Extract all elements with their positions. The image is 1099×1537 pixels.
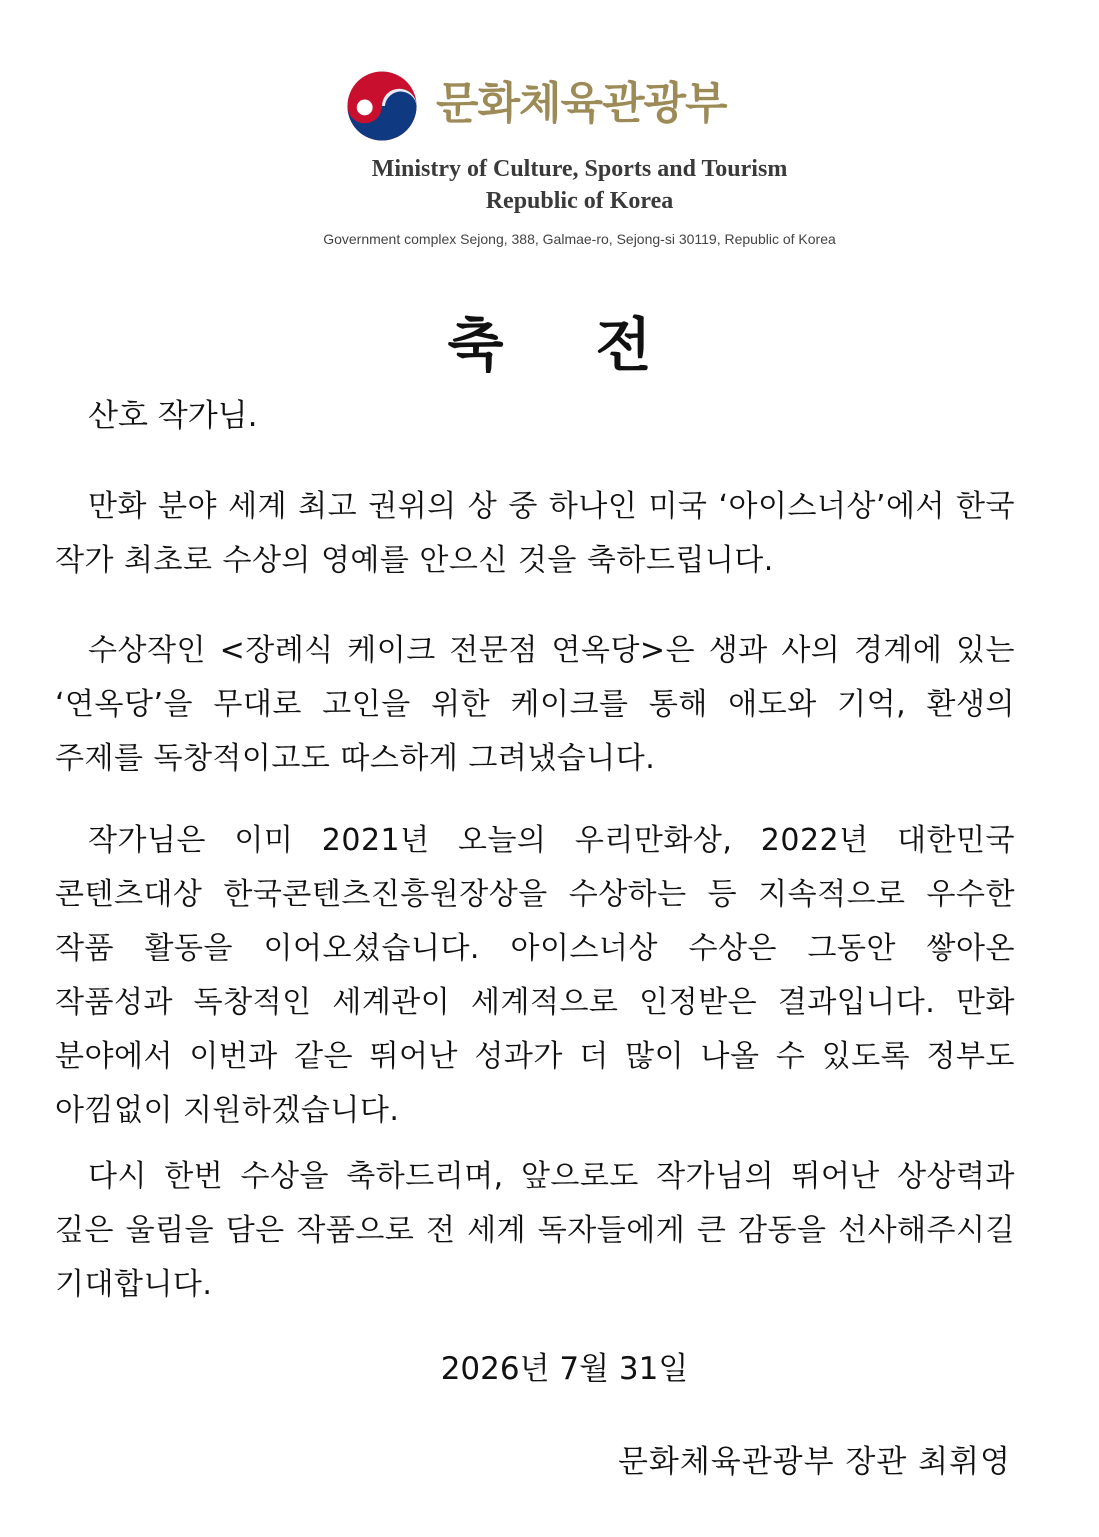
letter-paragraph-2: 수상작인 <장례식 케이크 전문점 연옥당>은 생과 사의 경계에 있는 ‘연옥당’을 무대로 고인을 위한 케이크를 통해 애도와 기억, 환생의 주제를 독창적이고도 따스하게 그려냈습니다. [55,633,1015,776]
letter-date: 2026년 7월 31일 [440,1351,689,1387]
ministry-name-ko: 문화체육관광부 [436,78,727,129]
letter-paragraph-3: 작가님은 이미 2021년 오늘의 우리만화상, 2022년 대한민국 콘텐츠대상 한국콘텐츠진흥원장상을 수상하는 등 지속적으로 우수한 작품 활동을 이어오셨습니다. 아이스너상 수상은 그동안 쌓아온 작품성과 독창적인 세계관이 세계적으로 인정받은 결과입니다. 만화 분야에서 이번과 같은 뛰어난 성과가 더 많이 나올 수 있도록 정부도 아낌없이 지원하겠습니다. [55,823,1015,1128]
letter-paragraph-4: 다시 한번 수상을 축하드리며, 앞으로도 작가님의 뛰어난 상상력과 깊은 울림을 담은 작품으로 전 세계 독자들에게 큰 감동을 선사해주시길 기대합니다. [55,1159,1015,1302]
letter-signature: 문화체육관광부 장관 최휘영 [617,1444,1011,1480]
title-char-2: 전 [595,311,652,379]
ministry-name-en-line1: Ministry of Culture, Sports and Tourism [371,156,788,182]
ministry-name-en [0,153,1099,217]
taegeuk-emblem-icon [346,70,418,142]
letter-paragraph-1: 만화 분야 세계 최고 권위의 상 중 하나인 미국 ‘아이스너상’에서 한국 작가 최초로 수상의 영예를 안으신 것을 축하드립니다. [55,489,1015,578]
letter-title [0,310,1099,380]
letter-greeting: 산호 작가님. [88,398,258,434]
title-char-1: 축 [447,311,504,379]
letterhead [0,0,1099,260]
ministry-name-en-line2: Republic of Korea [485,188,674,214]
ministry-address: Government complex Sejong, 388, Galmae-ro, Sejong-si 30119, Republic of Korea [323,231,836,247]
